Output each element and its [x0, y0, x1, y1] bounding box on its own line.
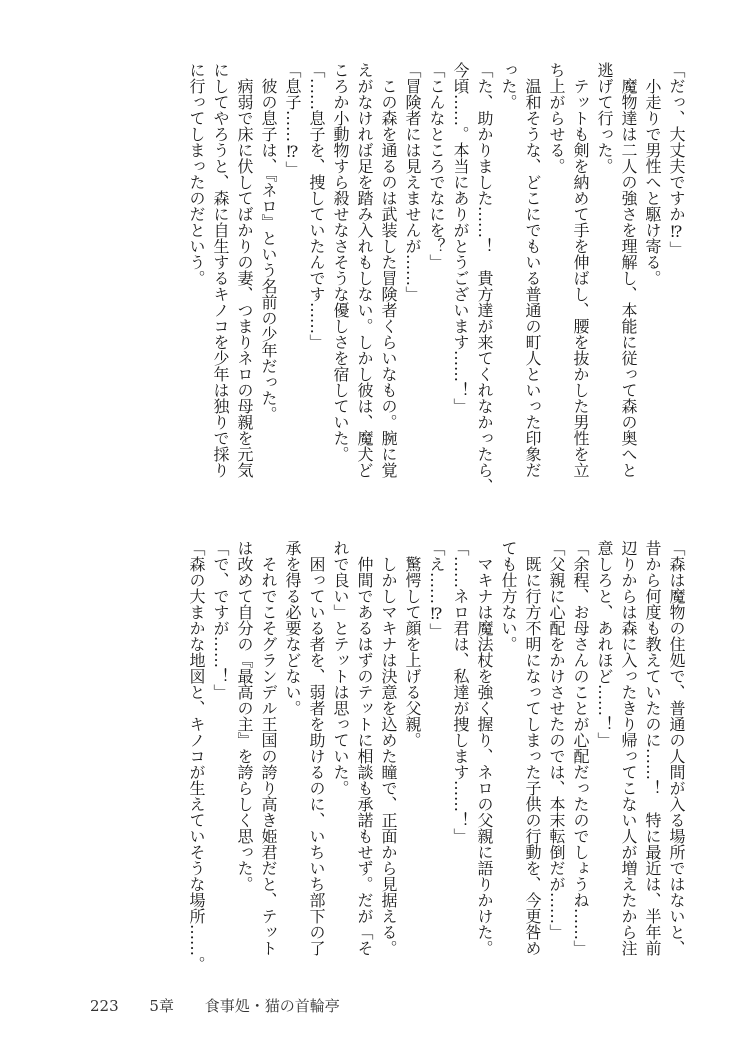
text-line: この森を通るのは武装した冒険者くらいなもの。腕に覚 — [379, 62, 398, 478]
text-line: 「冒険者には見えませんが……」 — [403, 62, 422, 302]
chapter-title: 食事処・猫の首輪亭 — [204, 997, 340, 1015]
text-line: ころか小動物すら殺せなさそうな優しさを宿していた。 — [331, 62, 350, 462]
text-line: 「……ネロ君は、私達が捜します……！」 — [451, 540, 470, 844]
text-line: にしてやろうと、森に自生するキノコを少年は独りで採り — [211, 62, 230, 478]
text-line: 「だっ、大丈夫ですか⁉」 — [667, 62, 686, 257]
text-line: 「た、助かりました……！ 貴方達が来てくれなかったら、 — [475, 62, 494, 494]
text-line: 既に行方不明になってしまった子供の行動を、今更咎め — [523, 540, 542, 956]
text-line: しかしマキナは決意を込めた瞳で、正面から見据える。 — [379, 540, 398, 956]
text-line: 驚愕して顔を上げる父親。 — [403, 540, 422, 748]
text-line: 「……息子を、捜していたんです……」 — [307, 62, 326, 350]
text-line: 仲間であるはずのテットに相談も承諾もせず。だが「そ — [355, 540, 374, 956]
text-line: ても仕方ない。 — [499, 540, 518, 652]
text-line: 小走りで男性へと駆け寄る。 — [643, 62, 662, 286]
lower-text-block — [28, 540, 688, 980]
text-line: 彼の息子は、『ネロ』という名前の少年だった。 — [259, 62, 278, 422]
text-line: 「余程、お母さんのことが心配だったのでしょうね……」 — [571, 540, 590, 956]
chapter-number: 5章 — [149, 997, 174, 1015]
text-line: テットも剣を納めて手を伸ばし、腰を抜かした男性を立 — [571, 62, 590, 478]
text-line: に行ってしまったのだという。 — [187, 62, 206, 286]
upper-text-block — [28, 62, 688, 522]
text-line: 「息子……⁉」 — [283, 62, 302, 177]
text-line: 逃げて行った。 — [595, 62, 614, 174]
page-footer — [90, 995, 340, 1016]
text-line: 困っている者を、弱者を助けるのに、いちいち部下の了 — [307, 540, 326, 956]
text-line: 「こんなところでなにを？」 — [427, 62, 446, 270]
text-line: 魔物達は二人の強さを理解し、本能に従って森の奥へと — [619, 62, 638, 478]
text-line: 辺りからは森に入ったきり帰ってこない人が増えたから注 — [619, 540, 638, 956]
text-line: えがなければ足を踏み入れもしない。しかし彼は、魔犬ど — [355, 62, 374, 478]
text-line: 意しろと、あれほど……！」 — [595, 540, 614, 748]
text-line: 承を得る必要などない。 — [283, 540, 302, 716]
text-line: 「父親に心配をかけさせたのでは、本末転倒だが……」 — [547, 540, 566, 940]
text-line: 「え……⁉」 — [427, 540, 446, 639]
text-line: ち上がらせる。 — [547, 62, 566, 174]
page-number: 223 — [90, 997, 119, 1015]
text-line: 病弱で床に伏してばかりの妻、つまりネロの母親を元気 — [235, 62, 254, 478]
text-line: 温和そうな、どこにでもいる普通の町人といった印象だ — [523, 62, 542, 478]
text-line: 今頃……。本当にありがとうございます……！」 — [451, 62, 470, 414]
text-line: 「森は魔物の住処で、普通の人間が入る場所ではないと、 — [667, 540, 686, 956]
text-line: れで良い」とテットは思っていた。 — [331, 540, 350, 796]
text-line: った。 — [499, 62, 518, 110]
text-line: それでこそグランデル王国の誇り高き姫君だと、テット — [259, 540, 278, 956]
text-line: は改めて自分の『最高の主』を誇らしく思った。 — [235, 540, 254, 892]
text-line: 昔から何度も教えていたのに……！ 特に最近は、半年前 — [643, 540, 662, 956]
text-line: マキナは魔法杖を強く握り、ネロの父親に語りかけた。 — [475, 540, 494, 956]
text-line: 「森の大まかな地図と、キノコが生えていそうな場所……。 — [187, 540, 206, 972]
text-line: 「で、ですが……！」 — [211, 540, 230, 700]
